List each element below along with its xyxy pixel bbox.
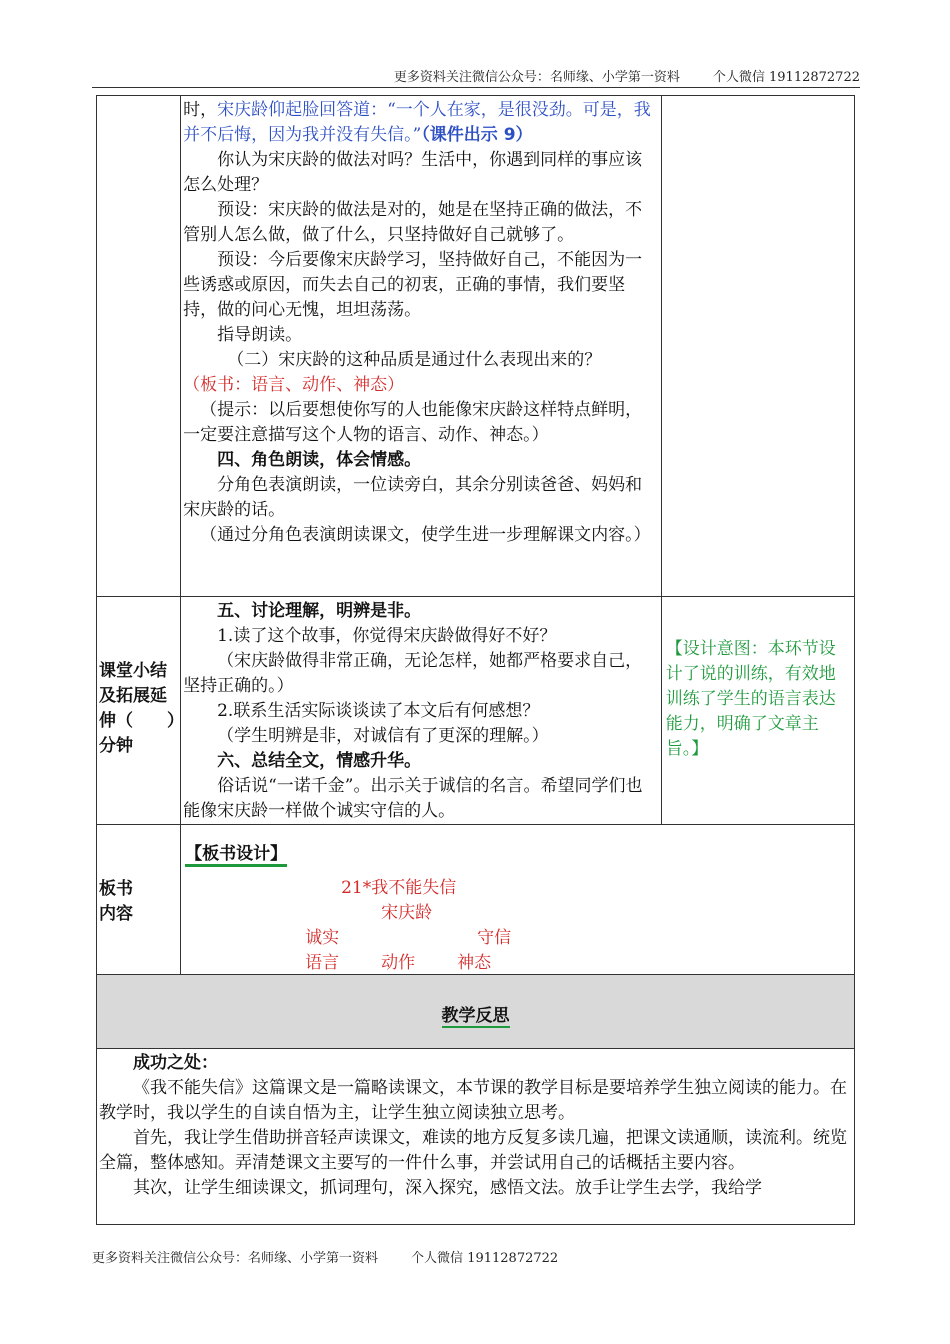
paragraph: 你认为宋庆龄的做法对吗？生活中，你遇到同样的事应该怎么处理？ <box>183 150 643 195</box>
paragraph: 指导朗读。 <box>217 325 303 345</box>
reflection-heading: 成功之处： <box>133 1053 218 1073</box>
board-label-line2: 内容 <box>99 904 133 924</box>
section-heading: 四、角色朗读，体会情感。 <box>217 450 422 470</box>
section-heading: 五、讨论理解，明辨是非。 <box>217 601 422 621</box>
paragraph: （学生明辨是非，对诚信有了更深的理解。） <box>217 726 549 746</box>
paragraph: （通过分角色表演朗读课文，使学生进一步理解课文内容。） <box>200 525 651 545</box>
page-footer: 更多资料关注微信公众号：名师缘、小学第一资料 个人微信 19112872722 <box>92 1251 559 1266</box>
table-row <box>97 96 855 597</box>
paragraph: （提示：以后要想使你写的人也能像宋庆龄这样特点鲜明，一定要注意描写这个人物的语言、动作、神态。） <box>183 400 643 445</box>
paragraph: 1.读了这个故事，你觉得宋庆龄做得好不好？ <box>217 626 557 646</box>
reflection-title: 教学反思 <box>442 1001 510 1028</box>
board-item: 神态 <box>457 953 492 973</box>
table-row <box>97 825 855 975</box>
paragraph: 分角色表演朗读，一位读旁白，其余分别读爸爸、妈妈和宋庆龄的话。 <box>183 475 643 520</box>
design-intent: 【设计意图：本环节设计了说的训练，有效地训练了学生的语言表达能力，明确了文章主旨。】 <box>665 639 836 759</box>
table-row <box>97 597 855 825</box>
board-title: 【板书设计】 <box>185 839 287 867</box>
paragraph: 其次，让学生细读课文，抓词理句，深入探究，感悟文法。放手让学生去学，我给学 <box>133 1178 762 1198</box>
paragraph: （宋庆龄做得非常正确，无论怎样，她都严格要求自己，坚持正确的。） <box>183 651 643 696</box>
board-item: 守信 <box>477 928 512 948</box>
section-heading: 六、总结全文，情感升华。 <box>217 751 422 771</box>
board-item: 诚实 <box>305 928 340 948</box>
content-cell <box>181 96 662 597</box>
text: 时， <box>183 100 218 120</box>
content-cell <box>181 597 662 825</box>
board-line: 宋庆龄 <box>381 903 433 923</box>
paragraph: （二）宋庆龄的这种品质是通过什么表现出来的？ <box>227 350 602 370</box>
board-cell <box>181 825 855 975</box>
design-cell-empty <box>661 96 854 597</box>
board-item: 动作 <box>381 953 416 973</box>
paragraph: 2.联系生活实际谈谈读了本文后有何感想？ <box>217 701 540 721</box>
design-cell <box>661 597 854 825</box>
board-line: 21*我不能失信 <box>341 878 457 898</box>
paragraph: 预设：宋庆龄的做法是对的，她是在坚持正确的做法，不管别人怎么做，做了什么，只坚持做好自己就够了。 <box>183 200 643 245</box>
label-cell <box>97 825 181 975</box>
label-cell <box>97 597 181 825</box>
board-note: （板书：语言、动作、神态） <box>183 375 405 395</box>
label-cell-empty <box>97 96 181 597</box>
table-row <box>97 975 855 1049</box>
page-header: 更多资料关注微信公众号：名师缘、小学第一资料 个人微信 19112872722 <box>393 70 860 85</box>
paragraph: 首先，我让学生借助拼音轻声读课文，难读的地方反复多读几遍，把课文读通顺，读流利。统览全篇，整体感知。弄清楚课文主要写的一件什么事，并尝试用自己的话概括主要内容。 <box>99 1128 847 1173</box>
board-label-line1: 板书 <box>99 879 133 899</box>
board-item: 语言 <box>305 953 340 973</box>
courseware-tag: （课件出示 9） <box>421 125 533 145</box>
paragraph: 预设：今后要像宋庆龄学习，坚持做好自己，不能因为一些诱惑或原因，而失去自己的初衷，正确的事情，我们要坚持，做的问心无愧，坦坦荡荡。 <box>183 250 643 320</box>
reflection-cell <box>97 1049 855 1225</box>
paragraph: 俗话说“一诺千金”。出示关于诚信的名言。希望同学们也能像宋庆龄一样做个诚实守信的人。 <box>183 776 643 821</box>
table-row <box>97 1049 855 1225</box>
section-label: 课堂小结及拓展延伸（ ）分钟 <box>99 661 176 756</box>
header-divider <box>92 87 860 88</box>
lesson-table <box>96 95 855 1225</box>
reflection-header <box>97 975 855 1049</box>
paragraph: 《我不能失信》这篇课文是一篇略读课文，本节课的教学目标是要培养学生独立阅读的能力。在教学时，我以学生的自读自悟为主，让学生独立阅读独立思考。 <box>99 1078 847 1123</box>
quote-text: 宋庆龄仰起脸回答道：“一个人在家，是很没劲。可是，我并不后悔，因为我并没有失信。” <box>183 100 651 145</box>
